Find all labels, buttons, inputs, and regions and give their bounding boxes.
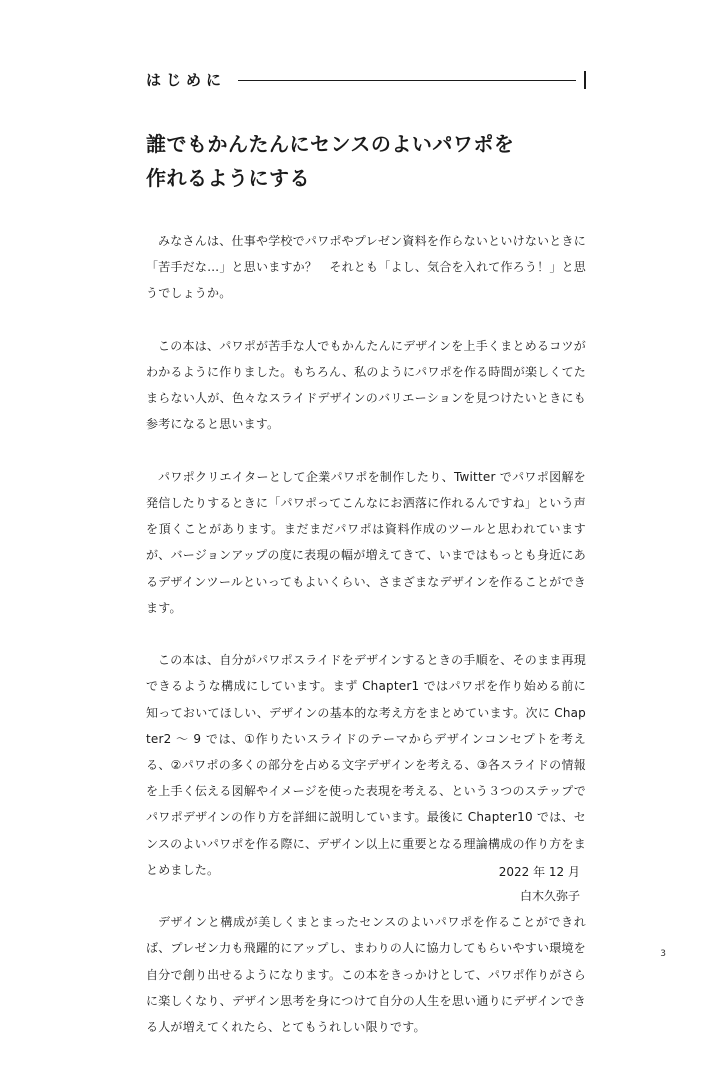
paragraph-4: この本は、自分がパワポスライドをデザインするときの手順を、そのまま再現できるような構成にしています。まず Chapter1 ではパワポを作り始める前に知っておいてほしい、デザインの基本的な考え方をまとめています。次に Chapter2 ～ 9 では、①作りたいスライドのテーマからデザインコンセプトを考える、②パワポの多くの部分を占める文字デザインを考える、③各スライドの情報を上手く伝える図解やイメージを使った表現を考える、という３つのステップでパワポデザインの作り方を詳細に説明しています。最後に Chapter10 では、センスのよいパワポを作る際に、デザイン以上に重要となる理論構成の作り方をまとめました。 (146, 653, 586, 877)
body-text (146, 228, 586, 1066)
signature-date: 2022 年 12 月 (498, 865, 580, 879)
title-line-2: 作れるようにする (146, 166, 310, 190)
paragraph-3: パワポクリエイターとして企業パワポを制作したり、Twitter でパワポ図解を発信したりするときに「パワポってこんなにお洒落に作れるんですね」という声を頂くことがあります。まだまだパワポは資料作成のツールと思われていますが、バージョンアップの度に表現の幅が増えてきて、いまではもっとも身近にあるデザインツールといってもよいくらい、さまざまなデザインを作ることができます。 (146, 469, 586, 615)
header-rule (238, 80, 576, 81)
title-line-1: 誰でもかんたんにセンスのよいパワポを (146, 132, 515, 156)
section-label: はじめに (146, 71, 227, 89)
page-number: 3 (660, 949, 666, 959)
paragraph-2: この本は、パワポが苦手な人でもかんたんにデザインを上手くまとめるコツがわかるように作りました。もちろん、私のようにパワポを作る時間が楽しくてたまらない人が、色々なスライドデザインのバリエーションを見つけたいときにも参考になると思います。 (146, 338, 586, 432)
signature-author: 白木久弥子 (519, 889, 580, 903)
header-end-bar (584, 71, 586, 89)
section-header (146, 70, 586, 90)
paragraph-5: デザインと構成が美しくまとまったセンスのよいパワポを作ることができれば、プレゼン力も飛躍的にアップし、まわりの人に協力してもらいやすい環境を自分で創り出せるようになります。この本をきっかけとして、パワポ作りがさらに楽しくなり、デザイン思考を身につけて自分の人生を思い通りにデザインできる人が増えてくれたら、とてもうれしい限りです。 (146, 915, 586, 1035)
signature-block (499, 860, 580, 908)
paragraph-1: みなさんは、仕事や学校でパワポやプレゼン資料を作らないといけないときに「苦手だな…」と思いますか？ それとも「よし、気合を入れて作ろう！」と思うでしょうか。 (146, 234, 586, 301)
page-title (146, 127, 576, 195)
